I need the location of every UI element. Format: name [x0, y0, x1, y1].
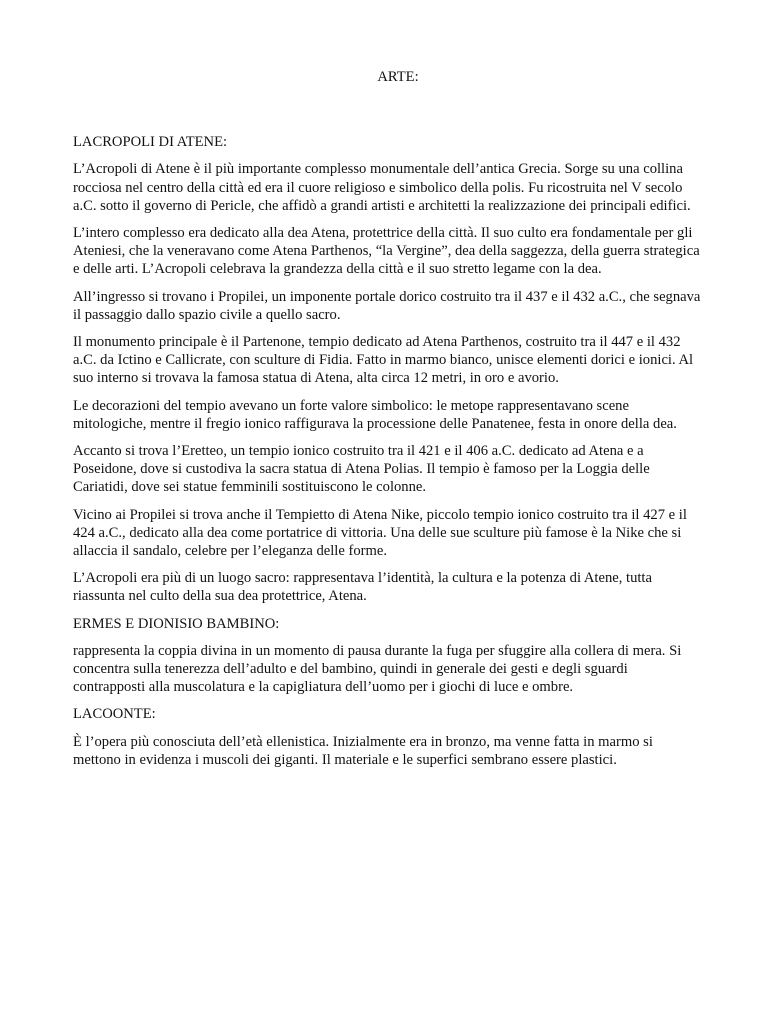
paragraph: rappresenta la coppia divina in un momento di pausa durante la fuga per sfuggire alla collera di mera. Si concentra sulla tenerezza dell’adulto e del bambino, quindi in generale dei gesti e degli sguardi contrapposti alla muscolatura e la capigliatura dell’uomo per i giochi di luce e ombre. — [73, 642, 682, 696]
document-title: ARTE: — [377, 69, 419, 85]
paragraph: Le decorazioni del tempio avevano un forte valore simbolico: le metope rappresentavano scene mitologiche, mentre il fregio ionico raffigurava la processione delle Panatenee, festa in onore della dea. — [73, 397, 677, 432]
paragraph: All’ingresso si trovano i Propilei, un imponente portale dorico costruito tra il 437 e il 432 a.C., che segnava il passaggio dallo spazio civile a quello sacro. — [73, 288, 701, 323]
paragraph: Vicino ai Propilei si trova anche il Tempietto di Atena Nike, piccolo tempio ionico costruito tra il 427 e il 424 a.C., dedicato alla dea come portatrice di vittoria. Una delle sue sculture più famose è la Nike che si allaccia il sandalo, celebre per l’eleganza delle forme. — [73, 506, 687, 560]
paragraph: L’Acropoli era più di un luogo sacro: rappresentava l’identità, la cultura e la potenza di Atene, tutta riassunta nel culto della sua dea protettrice, Atena. — [73, 570, 652, 605]
section-heading-ermes: ERMES E DIONISIO BAMBINO: — [73, 615, 280, 632]
paragraph: È l’opera più conosciuta dell’età ellenistica. Inizialmente era in bronzo, ma venne fatta in marmo si mettono in evidenza i muscoli dei giganti. Il materiale e le superfici sembrano essere plastici. — [73, 733, 653, 768]
document-page — [73, 68, 703, 778]
paragraph: L’intero complesso era dedicato alla dea Atena, protettrice della città. Il suo culto era fondamentale per gli Ateniesi, che la veneravano come Atena Parthenos, “la Vergine”, dea della saggezza, della guerra strategica e delle arti. L’Acropoli celebrava la grandezza della città e il suo stretto legame con la dea. — [73, 225, 700, 278]
paragraph: Accanto si trova l’Eretteo, un tempio ionico costruito tra il 421 e il 406 a.C. dedicato ad Atena e a Poseidone, dove si custodiva la sacra statua di Atena Polias. Il tempio è famoso per la Loggia delle Cariatidi, dove sei statue femminili sostituiscono le colonne. — [73, 443, 650, 496]
paragraph: Il monumento principale è il Partenone, tempio dedicato ad Atena Parthenos, costruito tra il 447 e il 432 a.C. da Ictino e Callicrate, con sculture di Fidia. Fatto in marmo bianco, unisce elementi dorici e ionici. Al suo interno si trovava la famosa statua di Atena, alta circa 12 metri, in oro e avorio. — [73, 334, 694, 387]
paragraph: L’Acropoli di Atene è il più importante complesso monumentale dell’antica Grecia. Sorge su una collina rocciosa nel centro della città ed era il cuore religioso e simbolico della polis. Fu ricostruita nel V secolo a.C. sotto il governo di Pericle, che affidò a grandi artisti e architetti la realizzazione dei principali edifici. — [73, 161, 691, 214]
section-heading-acropoli: LACROPOLI DI ATENE: — [73, 134, 228, 151]
section-heading-lacoonte: LACOONTE: — [73, 706, 156, 723]
